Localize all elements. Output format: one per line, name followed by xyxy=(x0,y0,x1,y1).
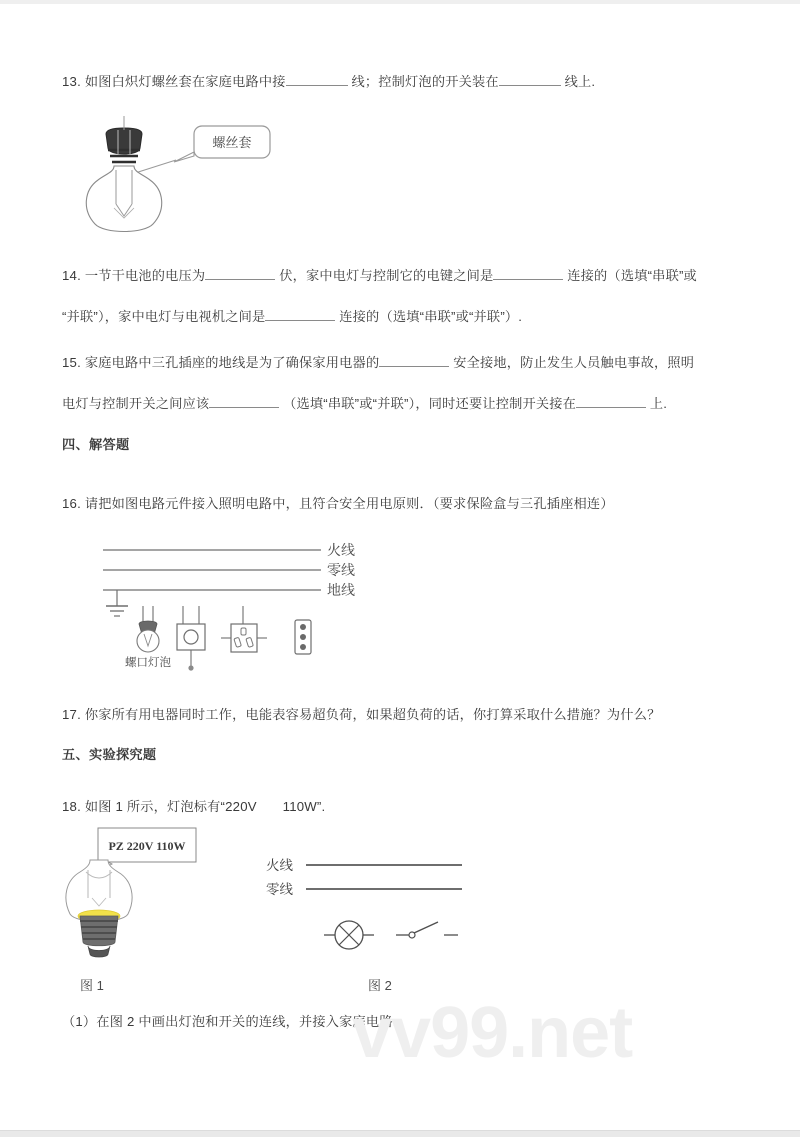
question-14-text-1: 一节干电池的电压为 xyxy=(84,268,206,283)
answer-blank[interactable] xyxy=(205,279,275,280)
question-17-number: 17. xyxy=(62,707,81,722)
question-15-number: 15. xyxy=(62,355,81,370)
figure-2-circuit xyxy=(262,852,492,962)
switch-terminal-dot xyxy=(188,665,193,670)
figure-bulb-screw-sleeve xyxy=(70,112,290,240)
bulb-glass xyxy=(86,166,161,232)
circuit-elements-drawing xyxy=(95,528,395,673)
figure-circuit-elements xyxy=(95,528,395,673)
fuse-terminal-top xyxy=(300,624,306,630)
watermark: vv99.net xyxy=(352,993,633,1073)
question-16-text: 请把如图电路元件接入照明电路中，且符合安全用电原则．（要求保险盒与三孔插座相连） xyxy=(84,496,614,511)
answer-blank[interactable] xyxy=(209,407,279,408)
bulb-screw-sleeve-drawing xyxy=(70,112,290,240)
answer-blank[interactable] xyxy=(265,320,335,321)
question-18-text-1: 如图 1 所示，灯泡标有“220V xyxy=(84,799,257,814)
answer-blank[interactable] xyxy=(379,366,449,367)
callout-text-screw-sleeve: 螺丝套 xyxy=(212,136,252,151)
question-14 xyxy=(62,260,742,291)
page-top-edge xyxy=(0,0,800,4)
section-heading-5: 五、实验探究题 xyxy=(62,747,157,762)
figure-1-rated-bulb xyxy=(62,826,252,976)
question-17-text: 你家所有用电器同时工作，电能表容易超负荷，如果超负荷的话，你打算采取什么措施？为什么？ xyxy=(84,707,661,722)
question-15-line2 xyxy=(62,388,742,419)
question-14-number: 14. xyxy=(62,268,81,283)
question-13-text-3: 线上. xyxy=(564,74,596,89)
figure1-base-tip xyxy=(88,946,110,957)
answer-blank[interactable] xyxy=(576,407,646,408)
subquestion-1: （1）在图 2 中画出灯泡和开关的连线，并接入家庭电路. xyxy=(62,1014,397,1029)
socket-hole-ground xyxy=(241,628,246,635)
switch-knob xyxy=(184,630,198,644)
question-14-text-2: 伏，家中电灯与控制它的电键之间是 xyxy=(279,268,494,283)
component-three-hole-socket xyxy=(221,606,267,652)
fuse-terminal-middle xyxy=(300,634,306,640)
callout-tail xyxy=(174,152,194,162)
question-15-text-5: 上. xyxy=(649,396,668,411)
rating-callout-text: PZ 220V 110W xyxy=(108,839,186,853)
label-neutral-wire: 零线 xyxy=(327,563,355,579)
question-16 xyxy=(62,488,742,519)
question-14-text-5: 连接的（选填“串联”或“并联”）. xyxy=(339,309,523,324)
fuse-terminal-bottom xyxy=(300,644,306,650)
question-15-text-2: 安全接地，防止发生人员触电事故，照明 xyxy=(453,355,695,370)
label-ground-wire: 地线 xyxy=(327,583,355,599)
label-screw-bulb: 螺口灯泡 xyxy=(125,655,171,669)
question-15-text-3: 电灯与控制开关之间应该 xyxy=(62,396,210,411)
question-18-text-2: 110W”. xyxy=(282,799,326,814)
section-heading-4: 四、解答题 xyxy=(62,437,130,452)
figure2-label-live: 火线 xyxy=(266,858,293,874)
question-15 xyxy=(62,347,742,378)
question-15-text-4: （选填“串联”或“并联”），同时还要让控制开关接在 xyxy=(283,396,577,411)
figure2-label-neutral: 零线 xyxy=(266,882,293,898)
question-15-text-1: 家庭电路中三孔插座的地线是为了确保家用电器的 xyxy=(84,355,380,370)
component-switch xyxy=(177,606,205,671)
answer-blank[interactable] xyxy=(493,279,563,280)
figure2-switch-symbol xyxy=(396,922,458,938)
answer-blank[interactable] xyxy=(286,85,348,86)
question-13 xyxy=(62,66,742,97)
question-17 xyxy=(62,699,742,730)
answer-blank[interactable] xyxy=(499,85,561,86)
figure2-lamp-symbol xyxy=(324,921,374,949)
callout-leader-line xyxy=(132,160,176,174)
component-screw-bulb xyxy=(125,606,171,669)
component-fuse-box xyxy=(295,620,311,654)
bulb-glass-small xyxy=(137,630,159,652)
question-13-number: 13. xyxy=(62,74,81,89)
question-16-number: 16. xyxy=(62,496,81,511)
question-18 xyxy=(62,791,742,822)
switch-blade xyxy=(414,922,438,933)
question-14-text-3: 连接的（选填“串联”或 xyxy=(567,268,697,283)
question-18-number: 18. xyxy=(62,799,81,814)
figure-1-caption: 图 1 xyxy=(80,978,104,993)
question-14-text-4: “并联”），家中电灯与电视机之间是 xyxy=(62,309,266,324)
question-13-text-1: 如图白炽灯螺丝套在家庭电路中接 xyxy=(84,74,286,89)
question-14-line2 xyxy=(62,301,742,332)
label-live-wire: 火线 xyxy=(327,543,355,559)
figure-2-caption: 图 2 xyxy=(368,978,392,993)
question-13-text-2: 线；控制灯泡的开关装在 xyxy=(351,74,499,89)
figure-2-drawing xyxy=(262,852,492,962)
figure-1-drawing xyxy=(62,826,252,976)
page-bottom-edge xyxy=(0,1130,800,1137)
